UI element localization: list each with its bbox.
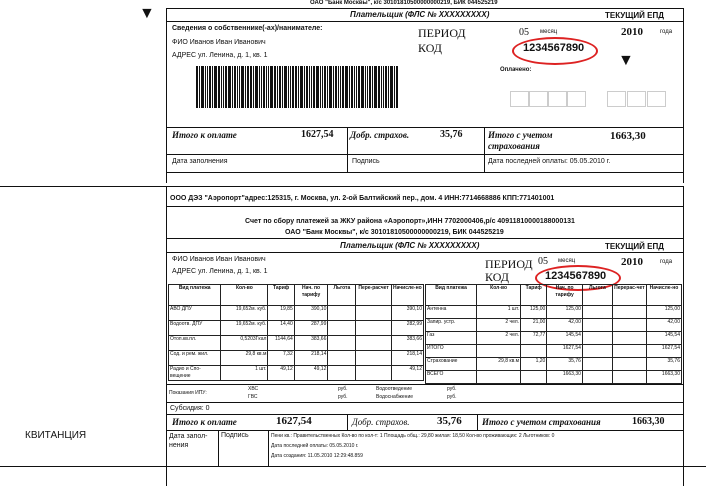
vline bbox=[218, 430, 219, 466]
table-header-cell: Начисле-но bbox=[646, 285, 681, 306]
bottom-payer: Плательщик (ФЛС № XXXXXXXXX) bbox=[340, 241, 480, 250]
paid-box[interactable] bbox=[647, 91, 666, 107]
table-cell: 390,10 bbox=[391, 306, 423, 321]
table-cell: 125,00 bbox=[646, 306, 681, 319]
table-cell: 145,54 bbox=[547, 332, 583, 345]
triangle-down-icon: ▼ bbox=[139, 5, 155, 22]
table-cell: 19,85 bbox=[268, 306, 294, 321]
meter-vodo2: Водоснабжение bbox=[376, 394, 414, 400]
subsidy: Субсидия: 0 bbox=[170, 405, 210, 412]
table-cell: Страхование bbox=[426, 358, 477, 371]
table-cell bbox=[477, 371, 521, 384]
table-row bbox=[169, 351, 424, 366]
bottom-total-value: 1627,54 bbox=[276, 415, 312, 427]
bottom-left-border bbox=[166, 186, 167, 486]
table-header-cell: Пере-расчет bbox=[356, 285, 391, 306]
top-left-border bbox=[166, 8, 167, 183]
table-cell bbox=[356, 366, 391, 381]
table-cell: 145,54 bbox=[646, 332, 681, 345]
top-code: 1234567890 bbox=[523, 42, 585, 54]
table-header-cell: Нач. по тарифу bbox=[547, 285, 583, 306]
table-cell: 42,00 bbox=[547, 319, 583, 332]
table-header-cell: Вид платежа bbox=[169, 285, 221, 306]
bottom-note3: Дата создания: 11.05.2010 12:29:48.859 bbox=[271, 453, 363, 459]
table-cell: 14,40 bbox=[268, 321, 294, 336]
table-cell: 1 шт. bbox=[477, 306, 521, 319]
table-cell bbox=[328, 321, 356, 336]
table-header-cell: Начисле-но bbox=[391, 285, 423, 306]
top-year-word: года bbox=[660, 29, 673, 35]
bottom-address: АДРЕС ул. Ленина, д. 1, кв. 1 bbox=[172, 268, 268, 275]
top-code-label: КОД bbox=[418, 41, 442, 55]
table-cell: Отоп.кв.пл. bbox=[169, 336, 221, 351]
paid-box[interactable] bbox=[510, 91, 529, 107]
table-cell: Антенна bbox=[426, 306, 477, 319]
vline bbox=[484, 127, 485, 172]
kvitancia-label: КВИТАНЦИЯ bbox=[25, 430, 87, 441]
table-cell: 49,12 bbox=[294, 366, 328, 381]
table-cell bbox=[521, 371, 547, 384]
bottom-with-ins-label: Итого с учетом страхования bbox=[482, 417, 601, 427]
table-cell bbox=[582, 319, 612, 332]
top-year: 2010 bbox=[621, 26, 643, 38]
table-cell bbox=[582, 345, 612, 358]
table-cell: 72,77 bbox=[521, 332, 547, 345]
table-cell bbox=[612, 319, 646, 332]
top-insurance-value: 35,76 bbox=[440, 129, 463, 140]
table-cell: 19,652м. куб. bbox=[221, 306, 268, 321]
table-cell bbox=[582, 332, 612, 345]
top-right-border bbox=[683, 8, 684, 183]
hline bbox=[166, 21, 683, 22]
table-cell: 29,8 кв.м bbox=[221, 351, 268, 366]
table-row bbox=[426, 345, 682, 358]
table-cell bbox=[612, 358, 646, 371]
paid-box[interactable] bbox=[607, 91, 626, 107]
table-cell: 2 чел. bbox=[477, 332, 521, 345]
bottom-total-label: Итого к оплате bbox=[172, 417, 237, 427]
top-with-ins-label: Итого с учетом страхования bbox=[488, 130, 553, 151]
paid-box[interactable] bbox=[529, 91, 548, 107]
table-cell: 1627,54 bbox=[547, 345, 583, 358]
table-cell: Радио и Спо-вещение bbox=[169, 366, 221, 381]
bottom-line bbox=[0, 466, 706, 467]
charges-table-left bbox=[168, 284, 424, 381]
table-cell: ВСЕГО bbox=[426, 371, 477, 384]
table-row bbox=[426, 371, 682, 384]
table-cell bbox=[328, 366, 356, 381]
table-cell: 1663,30 bbox=[547, 371, 583, 384]
table-cell: 287,99 bbox=[294, 321, 328, 336]
table-cell: 49,12 bbox=[268, 366, 294, 381]
bottom-with-ins-value: 1663,30 bbox=[632, 416, 665, 427]
table-cell: 49,12 bbox=[391, 366, 423, 381]
bottom-period-label: ПЕРИОД bbox=[485, 257, 533, 271]
table-row bbox=[426, 358, 682, 371]
top-month-num: 05 bbox=[519, 27, 529, 38]
table-cell: Запир. устр. bbox=[426, 319, 477, 332]
bottom-signature: Подпись bbox=[221, 432, 249, 439]
table-cell: АВО ДПУ bbox=[169, 306, 221, 321]
bottom-code-label: КОД bbox=[485, 270, 509, 284]
top-month-word: месяц bbox=[540, 29, 558, 35]
table-cell: ИТОГО bbox=[426, 345, 477, 358]
table-cell: Газ bbox=[426, 332, 477, 345]
hline bbox=[166, 414, 683, 415]
table-row bbox=[169, 306, 424, 321]
bottom-month-word: месяц bbox=[558, 258, 576, 264]
table-cell: 1 шт. bbox=[221, 366, 268, 381]
table-cell: Водоотв. ДПУ bbox=[169, 321, 221, 336]
table-cell: 218,14 bbox=[294, 351, 328, 366]
charges-table-right bbox=[425, 284, 682, 384]
hline bbox=[166, 402, 683, 403]
table-row bbox=[426, 306, 682, 319]
table-cell: 125,00 bbox=[521, 306, 547, 319]
meter-rub: руб. bbox=[338, 394, 348, 400]
table-cell: 35,76 bbox=[547, 358, 583, 371]
top-signature: Подпись bbox=[352, 158, 380, 165]
table-cell bbox=[612, 332, 646, 345]
table-row bbox=[426, 332, 682, 345]
hline bbox=[166, 172, 683, 173]
top-fill-date: Дата заполнения bbox=[172, 158, 228, 165]
code-highlight-circle bbox=[512, 37, 598, 65]
table-cell bbox=[582, 306, 612, 319]
top-last-payment: Дата последней оплаты: 05.05.2010 г. bbox=[488, 158, 611, 165]
table-row bbox=[426, 319, 682, 332]
meter-gvs: ГВС bbox=[248, 394, 258, 400]
table-cell: 1663,30 bbox=[646, 371, 681, 384]
hline bbox=[166, 238, 683, 239]
table-cell: 218,14 bbox=[391, 351, 423, 366]
paid-box[interactable] bbox=[548, 91, 567, 107]
table-cell: 29,8 кв.м bbox=[477, 358, 521, 371]
triangle-down-icon: ▼ bbox=[618, 52, 634, 69]
vline bbox=[268, 430, 269, 466]
bottom-insurance-value: 35,76 bbox=[437, 415, 462, 427]
table-header-cell: Кол-во bbox=[221, 285, 268, 306]
table-cell: 2 чел. bbox=[477, 319, 521, 332]
table-cell bbox=[521, 345, 547, 358]
hline bbox=[166, 8, 683, 9]
top-address: АДРЕС ул. Ленина, д. 1, кв. 1 bbox=[172, 52, 268, 59]
top-total-label: Итого к оплате bbox=[172, 130, 237, 140]
table-cell bbox=[612, 371, 646, 384]
table-cell: 0,5203Гкал bbox=[221, 336, 268, 351]
top-total-value: 1627,54 bbox=[301, 129, 334, 140]
table-cell bbox=[328, 336, 356, 351]
cut-line bbox=[0, 186, 683, 187]
meter-hvs: ХВС bbox=[248, 386, 259, 392]
top-current-label: ТЕКУЩИЙ ЕПД bbox=[605, 11, 664, 20]
top-insurance-label: Добр. страхов. bbox=[350, 130, 410, 140]
table-header-cell: Вид платежа bbox=[426, 285, 477, 306]
hline bbox=[166, 430, 683, 431]
table-cell bbox=[582, 358, 612, 371]
table-header-cell: Льгота bbox=[328, 285, 356, 306]
table-cell: 7,32 bbox=[268, 351, 294, 366]
top-owner-label: Сведения о собственнике(-ах)/нанимателе: bbox=[172, 25, 323, 32]
table-cell bbox=[477, 345, 521, 358]
meter-vodo: Водоотведение bbox=[376, 386, 412, 392]
bottom-note1: Пени кв.: Правительственных Кол-во по кол-т: 1 Площадь общ.: 29,80 жилая: 18,50 Кол-во проживающих: 2 Льготников: 0 bbox=[271, 433, 555, 439]
meter-rub: руб. bbox=[338, 386, 348, 392]
table-cell: 42,00 bbox=[646, 319, 681, 332]
bottom-org-line: ООО ДЭЗ "Аэропорт"адрес:125315, г. Москва, ул. 2-ой Балтийский пер., дом. 4 ИНН:7714668886 КПП:771401001 bbox=[170, 195, 555, 202]
table-cell: 35,76 bbox=[646, 358, 681, 371]
table-cell: 1627,54 bbox=[646, 345, 681, 358]
table-cell: 1,20 bbox=[521, 358, 547, 371]
table-cell: 383,66 bbox=[391, 336, 423, 351]
vline bbox=[347, 127, 348, 172]
top-with-ins-value: 1663,30 bbox=[610, 130, 646, 142]
hline bbox=[166, 206, 683, 207]
table-cell bbox=[356, 306, 391, 321]
table-cell bbox=[612, 345, 646, 358]
bottom-code: 1234567890 bbox=[545, 270, 607, 282]
paid-box[interactable] bbox=[627, 91, 646, 107]
bottom-right-border bbox=[683, 186, 684, 486]
hline bbox=[166, 384, 683, 385]
table-cell: Сод. и рем. жил. bbox=[169, 351, 221, 366]
bottom-account-line: Счет по сбору платежей за ЖКУ района «Аэропорт»,ИНН 7702000406,р/с 40911810000188000131 bbox=[245, 218, 575, 225]
bottom-fio: ФИО Иванов Иван Иванович bbox=[172, 256, 266, 263]
table-cell bbox=[356, 336, 391, 351]
vline bbox=[477, 414, 478, 430]
table-cell bbox=[356, 321, 391, 336]
table-header-cell: Нач. по тарифу bbox=[294, 285, 328, 306]
table-header-cell: Тариф bbox=[521, 285, 547, 306]
top-payer: Плательщик (ФЛС № XXXXXXXXX) bbox=[350, 10, 490, 19]
table-cell: 1144,64 bbox=[268, 336, 294, 351]
table-row bbox=[169, 336, 424, 351]
bottom-month-num: 05 bbox=[538, 256, 548, 267]
bottom-year: 2010 bbox=[621, 256, 643, 268]
hline bbox=[166, 252, 683, 253]
hline bbox=[166, 154, 683, 155]
top-period-label: ПЕРИОД bbox=[418, 26, 466, 40]
bottom-fill-date: Дата запол-нения bbox=[169, 433, 208, 449]
table-header-cell: Кол-во bbox=[477, 285, 521, 306]
bottom-current-label: ТЕКУЩИЙ ЕПД bbox=[605, 242, 664, 251]
bottom-bank-line: ОАО "Банк Москвы", к/с 30101810500000000219, БИК 044525219 bbox=[285, 229, 504, 236]
bottom-note2: Дата последней оплаты: 05.05.2010 г. bbox=[271, 443, 359, 449]
table-row bbox=[169, 366, 424, 381]
table-row bbox=[169, 321, 424, 336]
bottom-insurance-label: Добр. страхов. bbox=[352, 417, 410, 427]
top-bank-line: ОАО "Банк Москвы", к/с 30101810500000000219, БИК 044525219 bbox=[310, 0, 498, 6]
bottom-year-word: года bbox=[660, 259, 673, 265]
top-fio: ФИО Иванов Иван Иванович bbox=[172, 39, 266, 46]
meter-rub: руб. bbox=[447, 386, 457, 392]
top-paid-label: Оплачено: bbox=[500, 67, 532, 73]
barcode-image bbox=[196, 66, 399, 108]
table-cell bbox=[612, 306, 646, 319]
table-cell: 282,99 bbox=[391, 321, 423, 336]
table-cell bbox=[356, 351, 391, 366]
table-cell bbox=[582, 371, 612, 384]
table-cell: 125,00 bbox=[547, 306, 583, 319]
table-header-cell: Тариф bbox=[268, 285, 294, 306]
table-header-cell: Льгота bbox=[582, 285, 612, 306]
table-cell: 383,66 bbox=[294, 336, 328, 351]
table-header-cell: Перерас-чет bbox=[612, 285, 646, 306]
table-cell bbox=[328, 306, 356, 321]
table-cell bbox=[328, 351, 356, 366]
table-cell: 21,00 bbox=[521, 319, 547, 332]
hline bbox=[166, 127, 683, 128]
meter-rub: руб. bbox=[447, 394, 457, 400]
table-cell: 390,10 bbox=[294, 306, 328, 321]
table-cell: 19,652м. куб. bbox=[221, 321, 268, 336]
paid-box[interactable] bbox=[567, 91, 586, 107]
meter-label: Показания ИПУ: bbox=[169, 390, 207, 396]
vline bbox=[347, 414, 348, 430]
